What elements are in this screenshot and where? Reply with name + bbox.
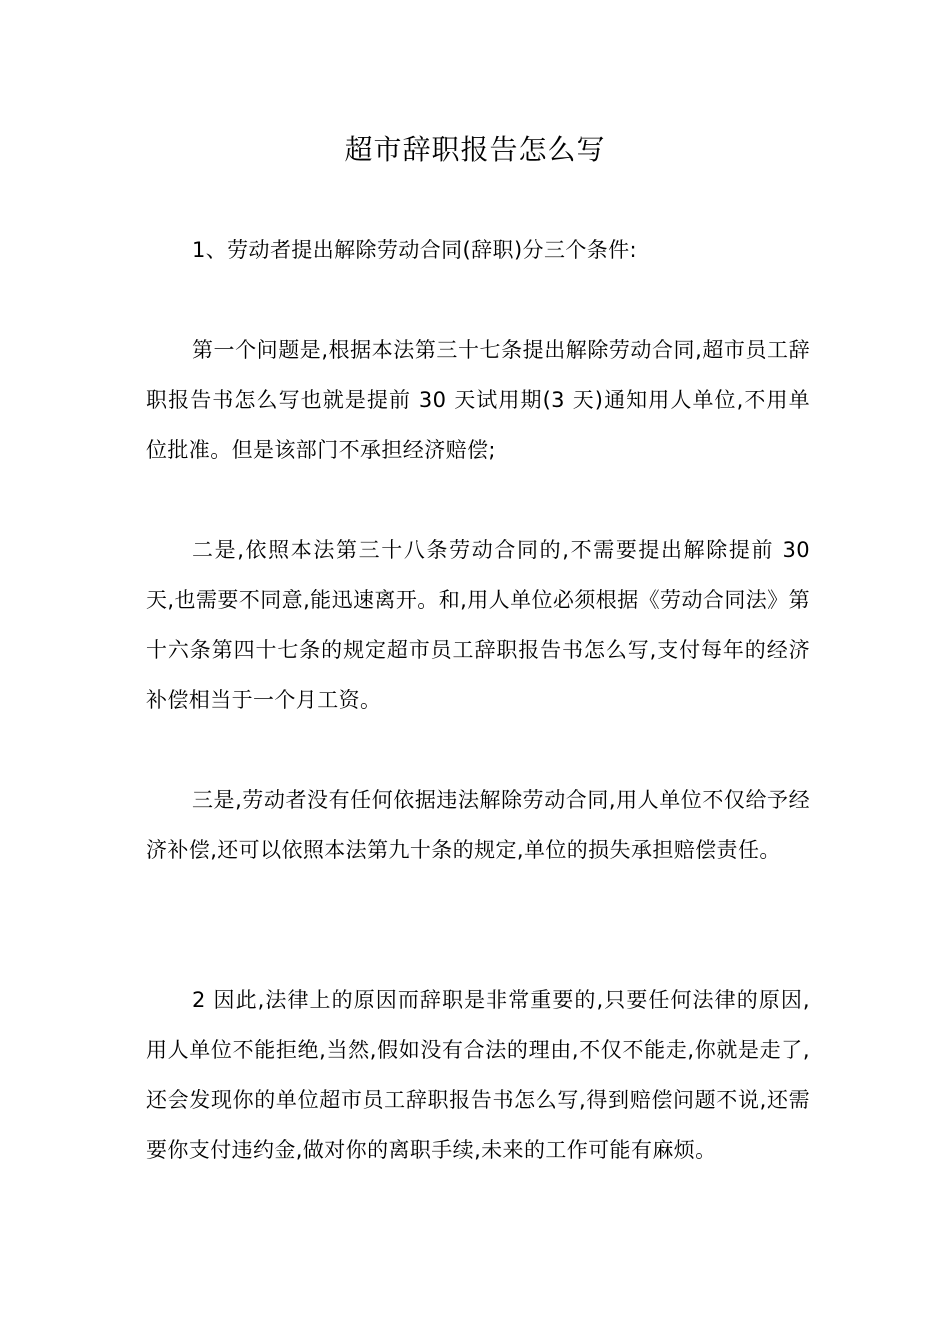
document-title: 超市辞职报告怎么写 — [344, 133, 606, 166]
paragraph-condition-three: 三是,劳动者没有任何依据违法解除劳动合同,用人单位不仅给予经济补偿,还可以依照本法第九十条的规定,单位的损失承担赔偿责任。 — [146, 788, 810, 862]
paragraph-legal-reason: 2 因此,法律上的原因而辞职是非常重要的,只要任何法律的原因,用人单位不能拒绝,当然,假如没有合法的理由,不仅不能走,你就是走了,还会发现你的单位超市员工辞职报告书怎么写,得到赔偿问题不说,还需要你支付违约金,做对你的离职手续,未来的工作可能有麻烦。 — [146, 988, 810, 1162]
paragraph-condition-two: 二是,依照本法第三十八条劳动合同的,不需要提出解除提前 30 天,也需要不同意,能迅速离开。和,用人单位必须根据《劳动合同法》第十六条第四十七条的规定超市员工辞职报告书怎么写,支付每年的经济补偿相当于一个月工资。 — [146, 538, 810, 712]
paragraph-condition-one: 第一个问题是,根据本法第三十七条提出解除劳动合同,超市员工辞职报告书怎么写也就是提前 30 天试用期(3 天)通知用人单位,不用单位批准。但是该部门不承担经济赔偿; — [146, 338, 810, 462]
paragraph-conditions-intro: 1、劳动者提出解除劳动合同(辞职)分三个条件: — [192, 238, 638, 262]
